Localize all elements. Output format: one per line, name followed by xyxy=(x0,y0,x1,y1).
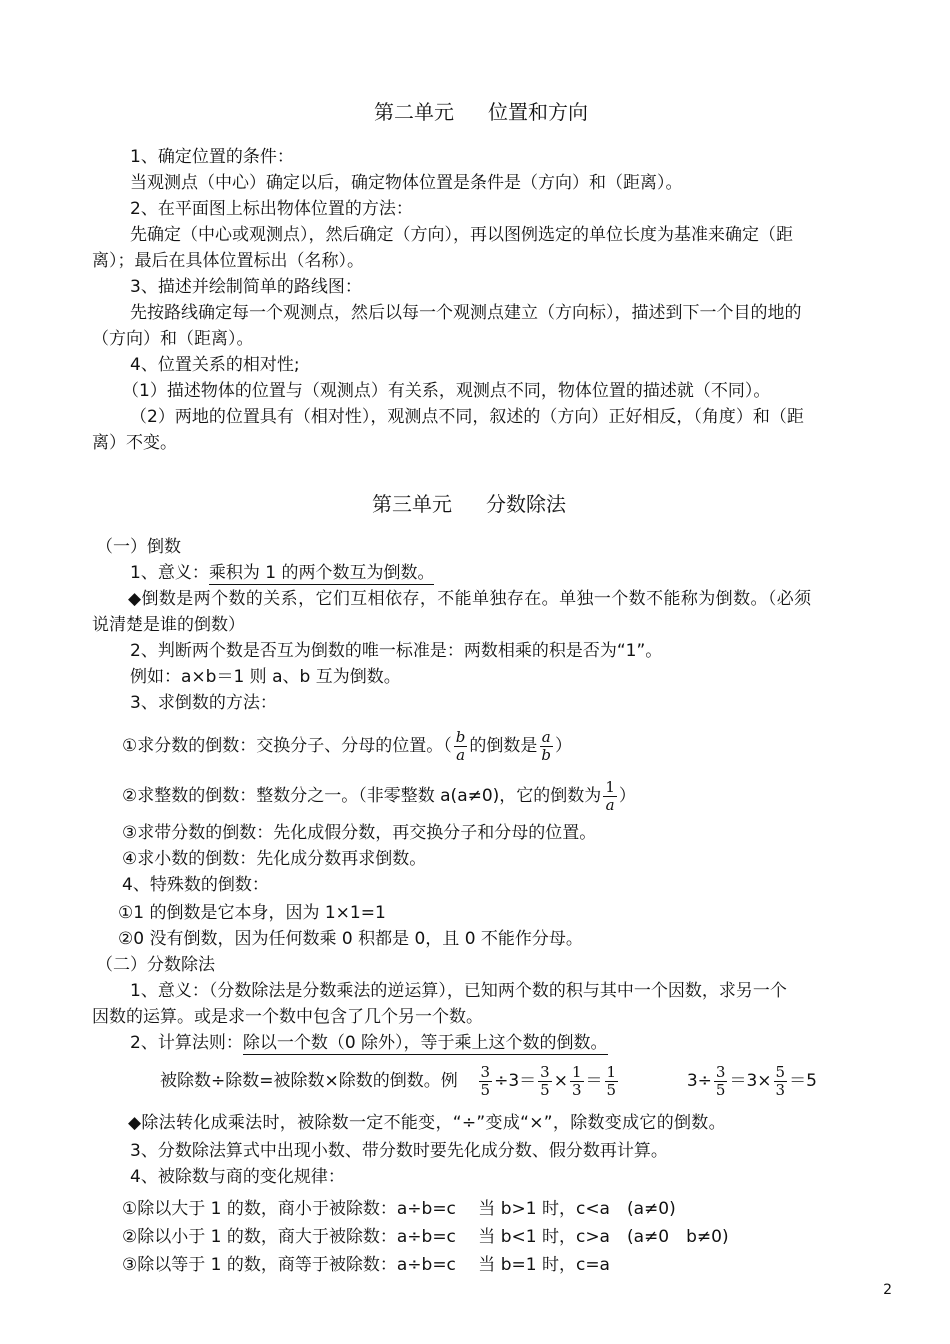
quotient-rule-1: ①除以大于 1 的数，商小于被除数：a÷b=c 当 b>1 时，c<a (a≠0) xyxy=(122,1199,676,1219)
unit2-title: 第二单元 位置和方向 xyxy=(374,100,588,124)
unit2-line-2: 当观测点（中心）确定以后，确定物体位置是条件是（方向）和（距离）。 xyxy=(130,173,683,193)
unit2-line-12: 离）不变。 xyxy=(92,433,177,453)
quotient-rule-heading: 4、被除数与商的变化规律： xyxy=(130,1167,345,1187)
fraction-3-over-5: $\frac{3}{5}$ xyxy=(715,1062,726,1099)
reciprocal-meaning: 1、意义：乘积为 1 的两个数互为倒数。 xyxy=(130,563,435,583)
reciprocal-judge: 2、判断两个数是否互为倒数的唯一标准是：两数相乘的积是否为“1”。 xyxy=(130,641,663,661)
special-zero: ②0 没有倒数，因为任何数乘 0 积都是 0，且 0 不能作分母。 xyxy=(118,929,583,949)
section-reciprocal: （一）倒数 xyxy=(96,537,181,557)
special-reciprocal: 4、特殊数的倒数： xyxy=(122,875,269,895)
unit2-line-3: 2、在平面图上标出物体位置的方法： xyxy=(130,199,413,219)
fraction-5-over-3: $\frac{5}{3}$ xyxy=(775,1062,786,1099)
page-number: 2 xyxy=(883,1282,892,1298)
division-meaning: 1、意义：（分数除法是分数乘法的逆运算），已知两个数的积与其中一个因数，求另一个 xyxy=(130,981,787,1001)
reciprocal-note-cont: 说清楚是谁的倒数） xyxy=(92,615,245,635)
reciprocal-note: ◆倒数是两个数的关系，它们互相依存，不能单独存在。单独一个数不能称为倒数。（必须 xyxy=(128,589,812,609)
unit2-line-11: （2）两地的位置具有（相对性），观测点不同，叙述的（方向）正好相反，（角度）和（距 xyxy=(130,407,804,427)
division-rule: 2、计算法则：除以一个数（0 除外），等于乘上这个数的倒数。 xyxy=(130,1033,608,1053)
unit2-line-4: 先确定（中心或观测点），然后确定（方向），再以图例选定的单位长度为基准来确定（距 xyxy=(130,225,793,245)
method-decimal: ④求小数的倒数：先化成分数再求倒数。 xyxy=(122,849,427,869)
unit2-line-1: 1、确定位置的条件： xyxy=(130,147,294,167)
division-note: ◆除法转化成乘法时，被除数一定不能变，“÷”变成“×”，除数变成它的倒数。 xyxy=(128,1113,726,1133)
unit2-line-10: （1）描述物体的位置与（观测点）有关系，观测点不同，物体位置的描述就（不同）。 xyxy=(122,381,771,401)
fraction-a-over-b: $\frac{a}{b}$ xyxy=(541,727,551,764)
unit2-line-7: 先按路线确定每一个观测点，然后以每一个观测点建立（方向标），描述到下一个目的地的 xyxy=(130,303,802,323)
fraction-1-over-a: $\frac{1}{a}$ xyxy=(605,777,615,814)
unit2-line-5: 离）；最后在具体位置标出（名称）。 xyxy=(92,251,364,271)
division-meaning-cont: 因数的运算。或是求一个数中包含了几个另一个数。 xyxy=(92,1007,483,1027)
fraction-3-over-5: $\frac{3}{5}$ xyxy=(540,1062,550,1099)
unit3-title: 第三单元 分数除法 xyxy=(372,492,566,516)
reciprocal-example: 例如：a×b＝1 则 a、b 互为倒数。 xyxy=(130,667,401,687)
division-decimal-rule: 3、分数除法算式中出现小数、带分数时要先化成分数、假分数再计算。 xyxy=(130,1141,668,1161)
fraction-b-over-a: $\frac{b}{a}$ xyxy=(455,727,466,764)
fraction-1-over-3: $\frac{1}{3}$ xyxy=(571,1062,582,1099)
quotient-rule-3: ③除以等于 1 的数，商等于被除数：a÷b=c 当 b=1 时，c=a xyxy=(122,1255,610,1275)
method-integer: ②求整数的倒数：整数分之一。（非零整数 a(a≠0)，它的倒数为 $\frac{1}{a}$ ） xyxy=(122,777,636,814)
quotient-rule-2: ②除以小于 1 的数，商大于被除数：a÷b=c 当 b<1 时，c>a (a≠0 b≠0) xyxy=(122,1227,729,1247)
method-mixed: ③求带分数的倒数：先化成假分数，再交换分子和分母的位置。 xyxy=(122,823,597,843)
special-one: ①1 的倒数是它本身，因为 1×1=1 xyxy=(118,903,386,923)
fraction-1-over-5: $\frac{1}{5}$ xyxy=(606,1062,617,1099)
method-fraction: ①求分数的倒数：交换分子、分母的位置。（ $\frac{b}{a}$ 的倒数是 $\frac{a}{b}$ ） xyxy=(122,727,572,764)
division-formula: 被除数÷除数=被除数×除数的倒数。例 $\frac{3}{5}$ ÷3＝ $\frac{3}{5}$ × $\frac{1}{3}$ ＝ $\frac{1}{5}$ 3÷ $\frac{3}{5}$ ＝3× $\frac{5}{3}$ ＝5 xyxy=(160,1062,817,1099)
unit2-line-9: 4、位置关系的相对性; xyxy=(130,355,300,375)
unit2-line-6: 3、描述并绘制简单的路线图： xyxy=(130,277,362,297)
fraction-3-over-5: $\frac{3}{5}$ xyxy=(480,1062,491,1099)
unit2-line-8: （方向）和（距离）。 xyxy=(92,329,254,349)
reciprocal-method: 3、求倒数的方法： xyxy=(130,693,277,713)
section-division: （二）分数除法 xyxy=(96,955,215,975)
